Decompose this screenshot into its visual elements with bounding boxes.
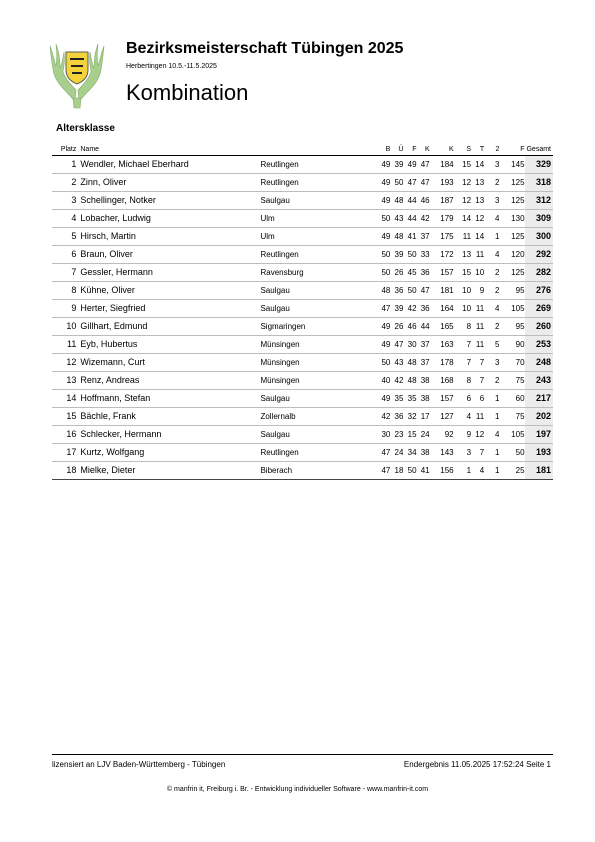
cell-f2: 95 [499, 318, 524, 336]
cell-b: 49 [377, 390, 390, 408]
cell-club: Ravensburg [260, 264, 377, 282]
table-row [52, 174, 553, 192]
cell-club: Reutlingen [260, 246, 377, 264]
cell-t: 4 [471, 462, 484, 480]
cell-f2: 120 [499, 246, 524, 264]
cell-f2: 125 [499, 192, 524, 210]
table-row [52, 264, 553, 282]
cell-s: 10 [454, 282, 471, 300]
cell-club: Reutlingen [260, 444, 377, 462]
cell-platz: 2 [52, 174, 80, 192]
cell-s: 6 [454, 390, 471, 408]
table-row [52, 318, 553, 336]
cell-platz: 14 [52, 390, 80, 408]
cell-k2: 181 [430, 282, 454, 300]
cell-f2: 125 [499, 228, 524, 246]
cell-n2: 1 [484, 228, 499, 246]
cell-club: Sigmaringen [260, 318, 377, 336]
cell-k2: 175 [430, 228, 454, 246]
cell-f1: 50 [403, 462, 416, 480]
event-location-date: Herbertingen 10.5.-11.5.2025 [126, 63, 217, 70]
cell-b: 50 [377, 246, 390, 264]
table-row [52, 372, 553, 390]
cell-u: 43 [390, 210, 403, 228]
cell-b: 47 [377, 462, 390, 480]
cell-t: 11 [471, 300, 484, 318]
cell-k2: 168 [430, 372, 454, 390]
cell-club: Reutlingen [260, 156, 377, 174]
cell-gesamt: 318 [525, 174, 553, 192]
cell-u: 35 [390, 390, 403, 408]
cell-name: Gillhart, Edmund [80, 318, 260, 336]
table-row [52, 462, 553, 480]
footer-divider [52, 754, 553, 755]
cell-s: 13 [454, 246, 471, 264]
cell-k2: 172 [430, 246, 454, 264]
cell-n2: 2 [484, 372, 499, 390]
cell-name: Renz, Andreas [80, 372, 260, 390]
cell-f2: 25 [499, 462, 524, 480]
table-row [52, 192, 553, 210]
cell-name: Mielke, Dieter [80, 462, 260, 480]
cell-t: 12 [471, 210, 484, 228]
cell-b: 50 [377, 264, 390, 282]
cell-f1: 46 [403, 318, 416, 336]
cell-n2: 3 [484, 192, 499, 210]
cell-s: 15 [454, 156, 471, 174]
cell-platz: 18 [52, 462, 80, 480]
license-note: lizensiert an LJV Baden-Württemberg - Tübingen [52, 760, 226, 769]
cell-platz: 11 [52, 336, 80, 354]
cell-u: 43 [390, 354, 403, 372]
cell-u: 26 [390, 264, 403, 282]
col-k2: K [430, 145, 454, 156]
cell-club: Saulgau [260, 390, 377, 408]
cell-u: 39 [390, 300, 403, 318]
cell-k1: 47 [417, 282, 430, 300]
cell-u: 26 [390, 318, 403, 336]
cell-k2: 164 [430, 300, 454, 318]
cell-b: 47 [377, 444, 390, 462]
col-b: B [377, 145, 390, 156]
cell-gesamt: 282 [525, 264, 553, 282]
cell-b: 49 [377, 174, 390, 192]
discipline-heading: Kombination [126, 80, 249, 105]
cell-k1: 41 [417, 462, 430, 480]
col-f1: F [403, 145, 416, 156]
cell-u: 50 [390, 174, 403, 192]
cell-club: Biberach [260, 462, 377, 480]
col-s: S [454, 145, 471, 156]
cell-t: 12 [471, 426, 484, 444]
cell-k2: 143 [430, 444, 454, 462]
antler-crest-icon [46, 40, 108, 110]
cell-gesamt: 309 [525, 210, 553, 228]
cell-t: 11 [471, 318, 484, 336]
cell-f2: 60 [499, 390, 524, 408]
table-row [52, 336, 553, 354]
cell-s: 7 [454, 354, 471, 372]
cell-s: 3 [454, 444, 471, 462]
cell-gesamt: 300 [525, 228, 553, 246]
cell-b: 30 [377, 426, 390, 444]
cell-k1: 36 [417, 264, 430, 282]
results-table [52, 145, 553, 480]
cell-name: Wendler, Michael Eberhard [80, 156, 260, 174]
cell-t: 7 [471, 354, 484, 372]
col-name: Name [80, 145, 260, 156]
col-u: Ü [390, 145, 403, 156]
cell-n2: 4 [484, 426, 499, 444]
cell-n2: 4 [484, 210, 499, 228]
cell-s: 9 [454, 426, 471, 444]
cell-gesamt: 276 [525, 282, 553, 300]
cell-f2: 145 [499, 156, 524, 174]
table-row [52, 228, 553, 246]
cell-f1: 15 [403, 426, 416, 444]
cell-t: 7 [471, 372, 484, 390]
class-heading: Altersklasse [56, 123, 115, 134]
cell-s: 1 [454, 462, 471, 480]
cell-u: 48 [390, 228, 403, 246]
cell-b: 42 [377, 408, 390, 426]
cell-u: 42 [390, 372, 403, 390]
cell-f2: 70 [499, 354, 524, 372]
cell-f1: 50 [403, 246, 416, 264]
cell-platz: 12 [52, 354, 80, 372]
cell-f1: 44 [403, 192, 416, 210]
cell-k1: 36 [417, 300, 430, 318]
cell-k1: 42 [417, 210, 430, 228]
cell-name: Zinn, Oliver [80, 174, 260, 192]
col-k1: K [417, 145, 430, 156]
col-gesamt: Gesamt [525, 145, 553, 156]
cell-f1: 30 [403, 336, 416, 354]
cell-f2: 125 [499, 264, 524, 282]
cell-u: 39 [390, 246, 403, 264]
cell-k1: 44 [417, 318, 430, 336]
page-title: Bezirksmeisterschaft Tübingen 2025 [126, 40, 404, 57]
col-club [260, 145, 377, 156]
cell-u: 36 [390, 408, 403, 426]
cell-name: Braun, Oliver [80, 246, 260, 264]
cell-f1: 47 [403, 174, 416, 192]
cell-u: 36 [390, 282, 403, 300]
cell-t: 14 [471, 228, 484, 246]
cell-name: Kurtz, Wolfgang [80, 444, 260, 462]
cell-gesamt: 248 [525, 354, 553, 372]
cell-name: Lobacher, Ludwig [80, 210, 260, 228]
cell-k1: 47 [417, 174, 430, 192]
cell-k2: 193 [430, 174, 454, 192]
cell-gesamt: 292 [525, 246, 553, 264]
cell-platz: 7 [52, 264, 80, 282]
cell-s: 10 [454, 300, 471, 318]
cell-club: Münsingen [260, 354, 377, 372]
cell-n2: 1 [484, 444, 499, 462]
cell-n2: 2 [484, 282, 499, 300]
col-2: 2 [484, 145, 499, 156]
cell-b: 49 [377, 336, 390, 354]
cell-u: 18 [390, 462, 403, 480]
cell-n2: 1 [484, 408, 499, 426]
cell-n2: 1 [484, 390, 499, 408]
cell-n2: 4 [484, 300, 499, 318]
cell-n2: 1 [484, 462, 499, 480]
cell-f1: 48 [403, 372, 416, 390]
cell-platz: 3 [52, 192, 80, 210]
cell-k1: 37 [417, 228, 430, 246]
cell-name: Hoffmann, Stefan [80, 390, 260, 408]
cell-b: 49 [377, 156, 390, 174]
cell-b: 49 [377, 192, 390, 210]
cell-f2: 75 [499, 372, 524, 390]
cell-n2: 3 [484, 354, 499, 372]
table-row [52, 246, 553, 264]
cell-f1: 44 [403, 210, 416, 228]
cell-name: Herter, Siegfried [80, 300, 260, 318]
cell-f1: 41 [403, 228, 416, 246]
cell-club: Reutlingen [260, 174, 377, 192]
table-row [52, 408, 553, 426]
cell-f2: 130 [499, 210, 524, 228]
cell-k1: 24 [417, 426, 430, 444]
cell-k2: 157 [430, 264, 454, 282]
cell-k2: 127 [430, 408, 454, 426]
cell-t: 11 [471, 246, 484, 264]
cell-club: Saulgau [260, 426, 377, 444]
cell-gesamt: 181 [525, 462, 553, 480]
cell-s: 8 [454, 372, 471, 390]
cell-gesamt: 193 [525, 444, 553, 462]
cell-f1: 42 [403, 300, 416, 318]
cell-platz: 8 [52, 282, 80, 300]
cell-t: 14 [471, 156, 484, 174]
table-row [52, 210, 553, 228]
cell-f2: 50 [499, 444, 524, 462]
cell-f2: 90 [499, 336, 524, 354]
table-row [52, 156, 553, 174]
cell-k2: 184 [430, 156, 454, 174]
cell-platz: 6 [52, 246, 80, 264]
cell-b: 48 [377, 282, 390, 300]
cell-gesamt: 329 [525, 156, 553, 174]
cell-k2: 165 [430, 318, 454, 336]
cell-k1: 38 [417, 444, 430, 462]
cell-club: Zollernalb [260, 408, 377, 426]
cell-f1: 35 [403, 390, 416, 408]
cell-b: 50 [377, 354, 390, 372]
cell-k1: 46 [417, 192, 430, 210]
cell-platz: 13 [52, 372, 80, 390]
cell-k1: 37 [417, 336, 430, 354]
copyright-note: © manfrin it, Freiburg i. Br. - Entwicklung individueller Software - www.manfrin-it.com [166, 786, 429, 793]
cell-k1: 47 [417, 156, 430, 174]
cell-f2: 105 [499, 426, 524, 444]
cell-k2: 163 [430, 336, 454, 354]
cell-n2: 3 [484, 156, 499, 174]
cell-u: 39 [390, 156, 403, 174]
cell-u: 48 [390, 192, 403, 210]
cell-f2: 95 [499, 282, 524, 300]
cell-platz: 5 [52, 228, 80, 246]
cell-platz: 1 [52, 156, 80, 174]
table-row [52, 390, 553, 408]
cell-f2: 105 [499, 300, 524, 318]
table-row [52, 354, 553, 372]
cell-k1: 37 [417, 354, 430, 372]
table-row [52, 282, 553, 300]
cell-name: Bächle, Frank [80, 408, 260, 426]
cell-k1: 33 [417, 246, 430, 264]
cell-k2: 179 [430, 210, 454, 228]
cell-k1: 38 [417, 372, 430, 390]
cell-t: 11 [471, 336, 484, 354]
cell-f1: 45 [403, 264, 416, 282]
cell-u: 47 [390, 336, 403, 354]
cell-s: 11 [454, 228, 471, 246]
cell-u: 24 [390, 444, 403, 462]
table-row [52, 444, 553, 462]
cell-club: Saulgau [260, 282, 377, 300]
cell-b: 50 [377, 210, 390, 228]
cell-n2: 5 [484, 336, 499, 354]
cell-k2: 92 [430, 426, 454, 444]
cell-n2: 2 [484, 174, 499, 192]
cell-platz: 9 [52, 300, 80, 318]
cell-platz: 16 [52, 426, 80, 444]
cell-f1: 34 [403, 444, 416, 462]
cell-gesamt: 202 [525, 408, 553, 426]
cell-platz: 17 [52, 444, 80, 462]
cell-n2: 2 [484, 264, 499, 282]
cell-s: 12 [454, 174, 471, 192]
cell-gesamt: 260 [525, 318, 553, 336]
cell-n2: 2 [484, 318, 499, 336]
cell-k1: 17 [417, 408, 430, 426]
cell-s: 4 [454, 408, 471, 426]
cell-b: 40 [377, 372, 390, 390]
cell-gesamt: 312 [525, 192, 553, 210]
cell-t: 7 [471, 444, 484, 462]
cell-club: Münsingen [260, 372, 377, 390]
cell-s: 12 [454, 192, 471, 210]
cell-k1: 38 [417, 390, 430, 408]
cell-club: Saulgau [260, 300, 377, 318]
cell-s: 8 [454, 318, 471, 336]
cell-name: Schellinger, Notker [80, 192, 260, 210]
cell-b: 49 [377, 318, 390, 336]
cell-f1: 49 [403, 156, 416, 174]
cell-platz: 4 [52, 210, 80, 228]
col-platz: Platz [52, 145, 80, 156]
cell-platz: 15 [52, 408, 80, 426]
cell-s: 15 [454, 264, 471, 282]
cell-name: Kühne, Oliver [80, 282, 260, 300]
cell-u: 23 [390, 426, 403, 444]
cell-f1: 50 [403, 282, 416, 300]
cell-gesamt: 269 [525, 300, 553, 318]
table-row [52, 426, 553, 444]
cell-n2: 4 [484, 246, 499, 264]
cell-f2: 125 [499, 174, 524, 192]
cell-club: Ulm [260, 210, 377, 228]
cell-k2: 157 [430, 390, 454, 408]
cell-t: 11 [471, 408, 484, 426]
cell-gesamt: 243 [525, 372, 553, 390]
cell-t: 9 [471, 282, 484, 300]
result-status: Endergebnis 11.05.2025 17:52:24 Seite 1 [403, 760, 551, 769]
cell-f2: 75 [499, 408, 524, 426]
cell-k2: 156 [430, 462, 454, 480]
cell-s: 14 [454, 210, 471, 228]
cell-club: Saulgau [260, 192, 377, 210]
cell-t: 13 [471, 174, 484, 192]
cell-f1: 32 [403, 408, 416, 426]
cell-t: 13 [471, 192, 484, 210]
cell-name: Schlecker, Hermann [80, 426, 260, 444]
cell-platz: 10 [52, 318, 80, 336]
col-f2: F [499, 145, 524, 156]
cell-k2: 187 [430, 192, 454, 210]
cell-name: Wizemann, Curt [80, 354, 260, 372]
cell-name: Eyb, Hubertus [80, 336, 260, 354]
cell-name: Gessler, Hermann [80, 264, 260, 282]
cell-s: 7 [454, 336, 471, 354]
cell-club: Ulm [260, 228, 377, 246]
cell-gesamt: 217 [525, 390, 553, 408]
cell-name: Hirsch, Martin [80, 228, 260, 246]
cell-b: 49 [377, 228, 390, 246]
cell-b: 47 [377, 300, 390, 318]
cell-f1: 48 [403, 354, 416, 372]
cell-t: 10 [471, 264, 484, 282]
cell-club: Münsingen [260, 336, 377, 354]
cell-k2: 178 [430, 354, 454, 372]
cell-t: 6 [471, 390, 484, 408]
cell-gesamt: 253 [525, 336, 553, 354]
table-header-row [52, 145, 553, 156]
table-row [52, 300, 553, 318]
cell-gesamt: 197 [525, 426, 553, 444]
col-t: T [471, 145, 484, 156]
